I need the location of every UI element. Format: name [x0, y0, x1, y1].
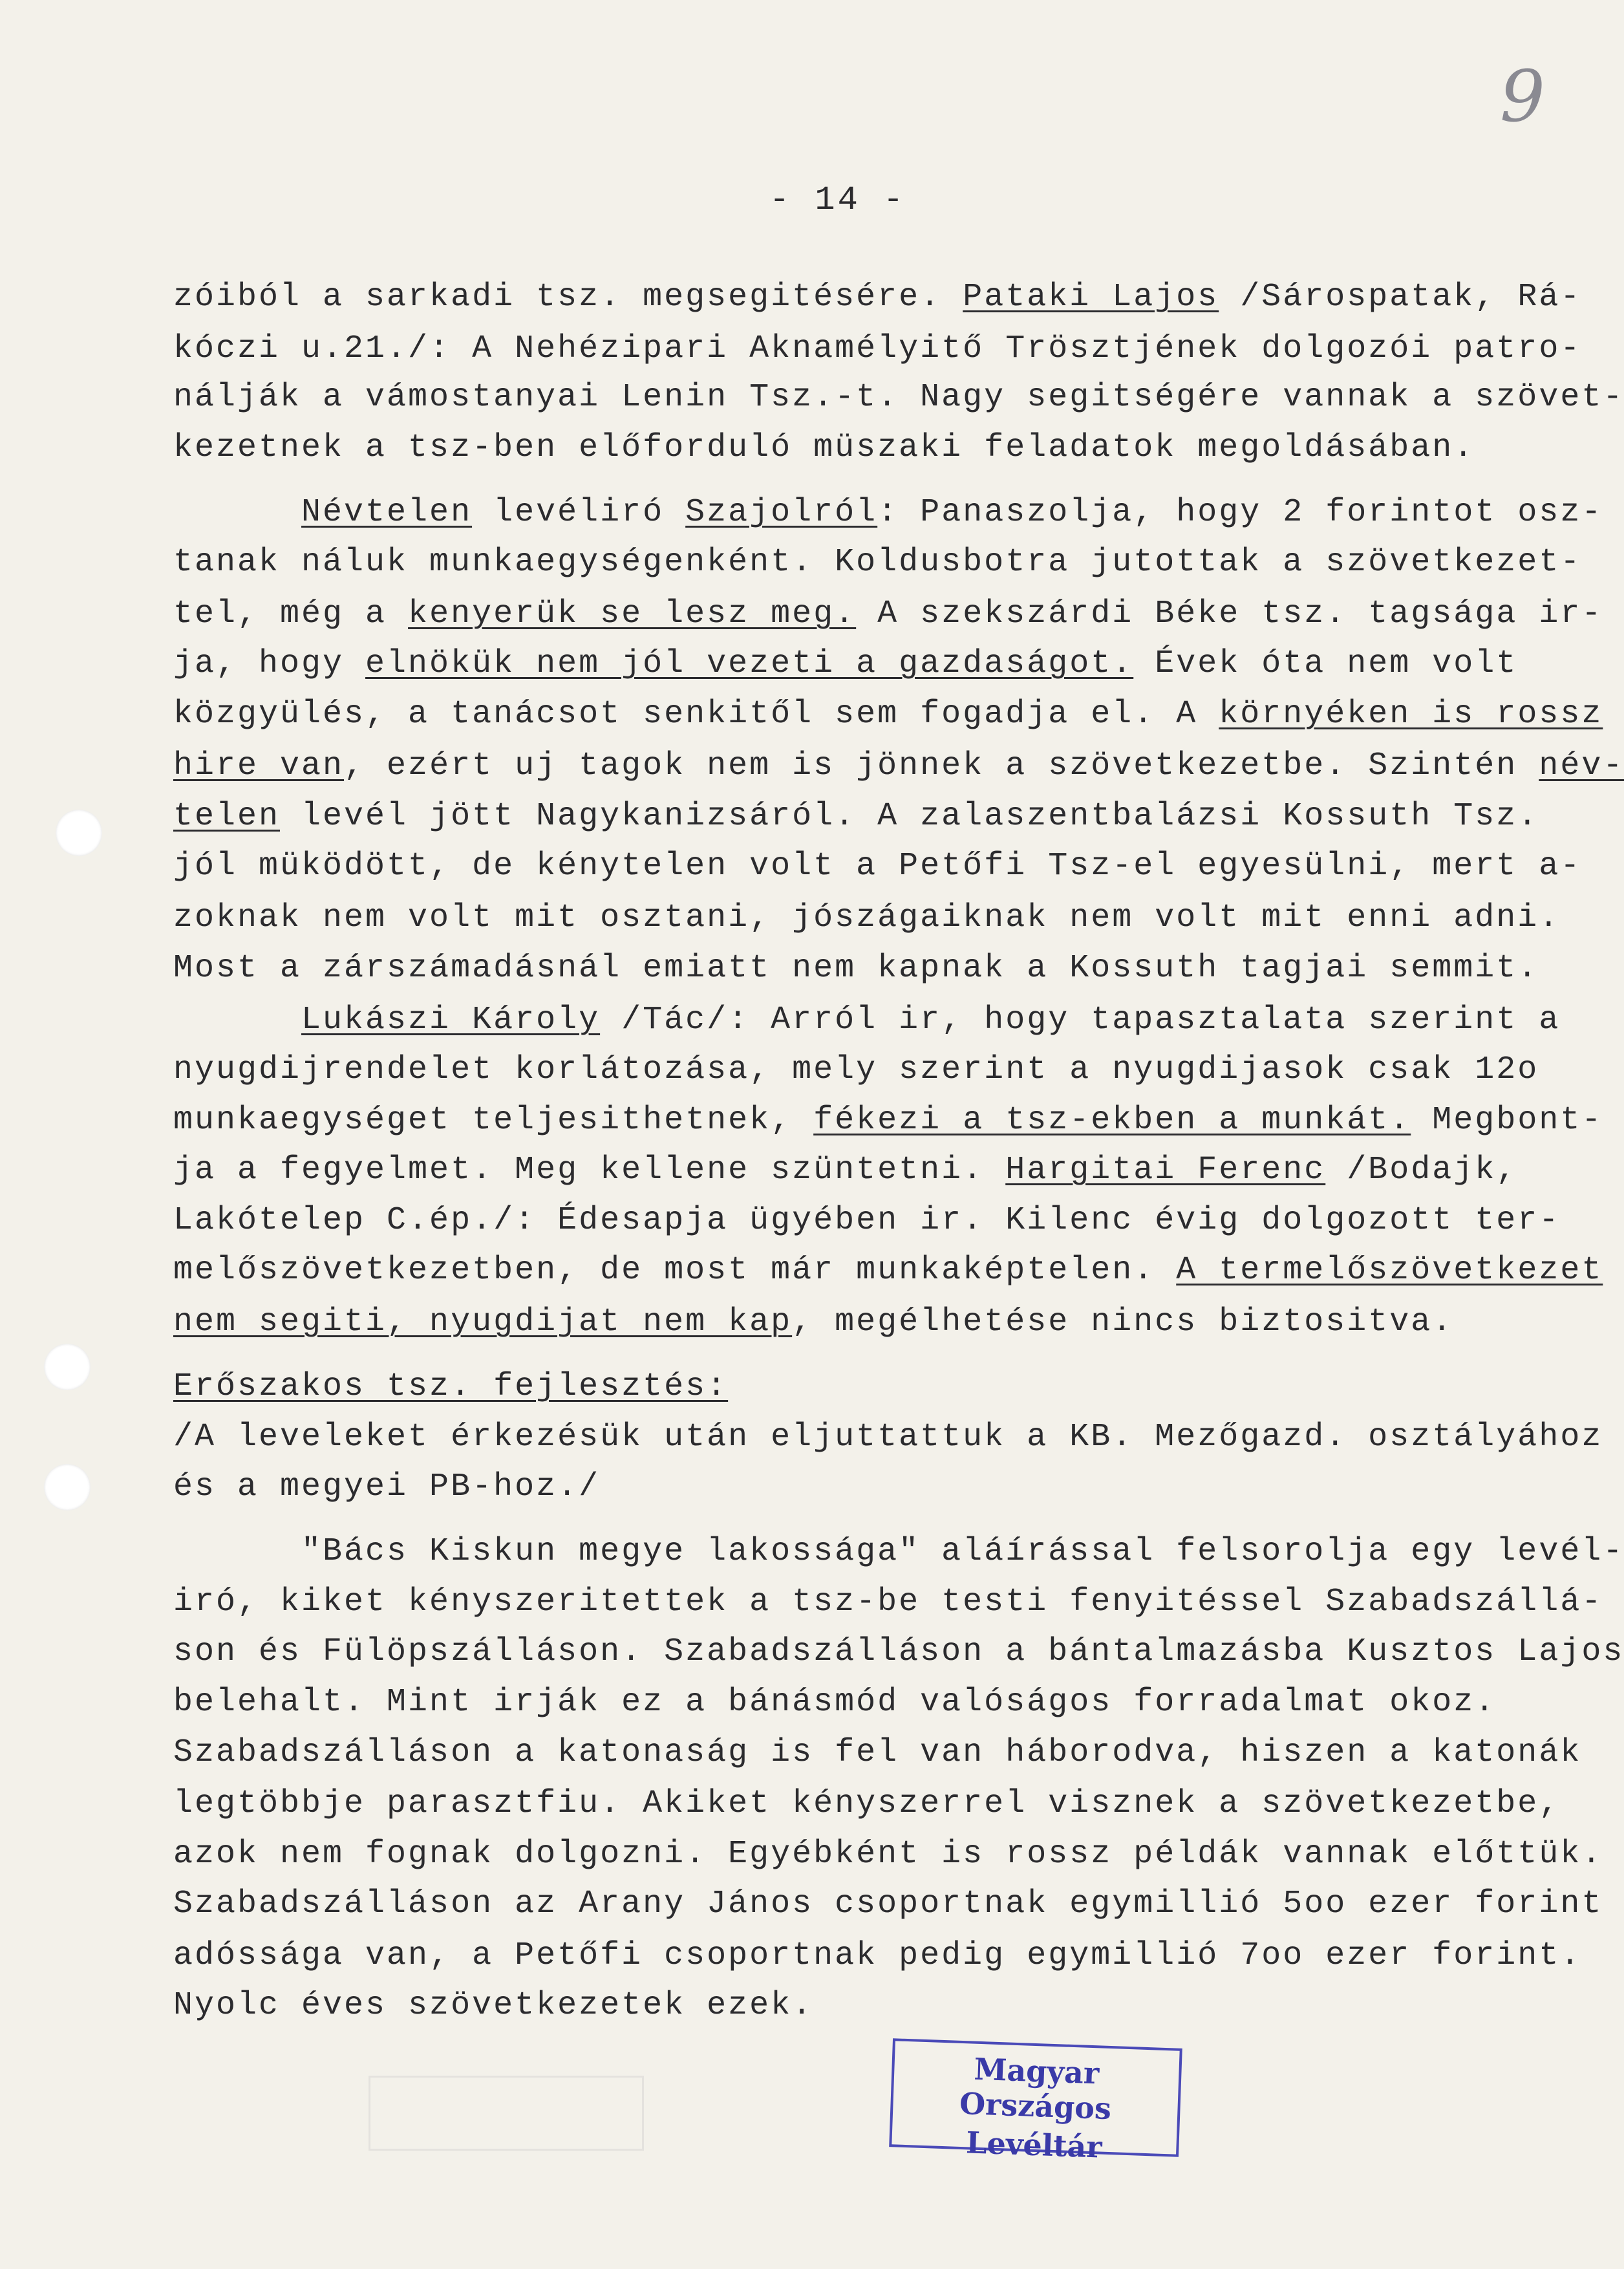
underlined-text: Erőszakos tsz. fejlesztés:: [173, 1368, 729, 1405]
text-run: tanak náluk munkaegységenként. Koldusbotra jutottak a szövetkezet-: [173, 544, 1582, 581]
text-run: zoknak nem volt mit osztani, jószágaiknak nem volt mit enni adni.: [173, 899, 1561, 936]
text-run: : Panaszolja, hogy 2 forintot osz-: [877, 494, 1603, 531]
text-line: [173, 1421, 1603, 1454]
text-run: és a megyei PB-hoz./: [173, 1468, 601, 1505]
punch-hole: [56, 810, 102, 856]
text-run: ja a fegyelmet. Meg kellene szüntetni.: [173, 1152, 1006, 1188]
underlined-text: hire van: [173, 747, 345, 784]
text-line: [173, 429, 1475, 466]
text-run: son és Fülöpszálláson. Szabadszálláson a bántalmazásba Kusztos Lajos: [173, 1633, 1624, 1670]
text-run: Szabadszálláson az Arany János csoportnak egymillió 5oo ezer forint: [173, 1886, 1603, 1922]
text-line: [173, 1888, 1603, 1920]
faded-stamp-imprint: [369, 2076, 644, 2151]
text-run: legtöbbje parasztfiu. Akiket kényszerrel visznek a szövetkezetbe,: [173, 1785, 1561, 1822]
text-run: melőszövetkezetben, de most már munkaképtelen.: [173, 1252, 1177, 1289]
text-line: [173, 1586, 1603, 1618]
text-run: ja, hogy: [173, 645, 366, 682]
text-line: [173, 1104, 1603, 1137]
text-line: [173, 899, 1561, 936]
underlined-text: telen: [173, 798, 281, 835]
text-line: [173, 645, 1518, 682]
underlined-text: Névtelen: [301, 494, 473, 531]
text-run: [173, 494, 301, 531]
page-number: - 14 -: [769, 181, 906, 219]
text-line: [173, 1838, 1603, 1871]
text-line: [173, 494, 1603, 531]
text-run: [173, 1002, 301, 1038]
text-run: Most a zárszámadásnál emiatt nem kapnak a Kossuth tagjai semmit.: [173, 950, 1539, 987]
text-line: [173, 698, 1603, 731]
text-line: [173, 747, 1624, 784]
text-run: A szekszárdi Béke tsz. tagsága ir-: [856, 596, 1603, 632]
handwritten-page-note: 9: [1500, 55, 1545, 138]
punch-hole: [44, 1464, 91, 1511]
text-line: [173, 1202, 1561, 1239]
text-run: kezetnek a tsz-ben előforduló müszaki feladatok megoldásában.: [173, 429, 1475, 466]
text-line: [173, 1987, 814, 2024]
text-line: [173, 379, 1624, 416]
text-line: [173, 546, 1581, 579]
text-line: [173, 1734, 1582, 1771]
text-run: munkaegységet teljesithetnek,: [173, 1102, 814, 1139]
underlined-text: név-: [1539, 747, 1624, 784]
text-run: Lakótelep C.ép./: Édesapja ügyében ir. Kilenc évig dolgozott ter-: [173, 1202, 1561, 1239]
text-run: tel, még a: [173, 596, 409, 632]
underlined-text: kenyerük se lesz meg.: [408, 596, 857, 632]
text-line: [173, 1785, 1561, 1822]
text-run: adóssága van, a Petőfi csoportnak pedig egymillió 7oo ezer forint.: [173, 1937, 1582, 1974]
text-run: zóiból a sarkadi tsz. megsegitésére.: [173, 279, 963, 316]
text-run: belehalt. Mint irják ez a bánásmód valóságos forradalmat okoz.: [173, 1684, 1497, 1721]
text-line: [173, 952, 1539, 985]
text-line: [173, 850, 1581, 883]
text-line: [173, 1004, 1560, 1037]
text-line: [173, 1051, 1539, 1088]
underlined-text: Pataki Lajos: [963, 279, 1219, 316]
text-run: /A leveleket érkezésük után eljuttattuk a KB. Mezőgazd. osztályához: [173, 1419, 1603, 1456]
text-run: levél jött Nagykanizsáról. A zalaszentbalázsi Kossuth Tsz.: [280, 798, 1539, 835]
text-line: [173, 1686, 1496, 1719]
text-run: közgyülés, a tanácsot senkitől sem fogadja el. A: [173, 696, 1219, 733]
text-line: [173, 1368, 729, 1405]
text-line: [173, 1633, 1624, 1670]
text-run: nálják a vámostanyai Lenin Tsz.-t. Nagy segitségére vannak a szövet-: [173, 379, 1624, 416]
stamp-line-1: Magyar Országos: [959, 2051, 1112, 2127]
text-run: "Bács Kiskun megye lakossága" aláírással felsorolja egy levél-: [173, 1533, 1624, 1570]
text-run: Évek óta nem volt: [1133, 645, 1518, 682]
stamp-line-2: Levéltár: [965, 2125, 1103, 2165]
text-run: azok nem fognak dolgozni. Egyébként is rossz példák vannak előttük.: [173, 1836, 1603, 1873]
text-line: [173, 330, 1582, 367]
text-line: [173, 598, 1603, 630]
archive-stamp: [889, 2038, 1182, 2165]
underlined-text: nem segiti, nyugdijat nem kap: [173, 1304, 793, 1340]
text-run: , ezért uj tagok nem is jönnek a szövetkezetbe. Szintén: [344, 747, 1539, 784]
text-run: jól müködött, de kénytelen volt a Petőfi Tsz-el egyesülni, mert a-: [173, 848, 1582, 885]
underlined-text: környéken is rossz: [1219, 696, 1603, 733]
text-line: [173, 798, 1539, 835]
text-run: /Tác/: Arról ir, hogy tapasztalata szerint a: [600, 1002, 1561, 1038]
underlined-text: elnökük nem jól vezeti a gazdaságot.: [365, 645, 1134, 682]
underlined-text: Hargitai Ferenc: [1005, 1152, 1326, 1188]
punch-hole: [44, 1344, 91, 1390]
text-line: [173, 1468, 601, 1505]
text-run: iró, kiket kényszeritettek a tsz-be testi fenyitéssel Szabadszállá-: [173, 1584, 1603, 1620]
text-line: [173, 1937, 1582, 1974]
underlined-text: Szajolról: [685, 494, 878, 531]
text-run: Szabadszálláson a katonaság is fel van háborodva, hiszen a katonák: [173, 1734, 1582, 1771]
text-line: [173, 1154, 1517, 1187]
underlined-text: fékezi a tsz-ekben a munkát.: [813, 1102, 1411, 1139]
text-run: /Sárospatak, Rá-: [1219, 279, 1582, 316]
underlined-text: A termelőszövetkezet: [1176, 1252, 1603, 1289]
text-line: [173, 1533, 1624, 1570]
text-run: /Bodajk,: [1325, 1152, 1518, 1188]
text-run: Nyolc éves szövetkezetek ezek.: [173, 1987, 814, 2024]
text-run: nyugdijrendelet korlátozása, mely szerint a nyugdijasok csak 12o: [173, 1051, 1539, 1088]
text-line: [173, 1254, 1603, 1287]
text-line: [173, 1306, 1453, 1339]
text-run: Megbont-: [1411, 1102, 1603, 1139]
text-run: , megélhetése nincs biztositva.: [792, 1304, 1454, 1340]
text-run: kóczi u.21./: A Nehézipari Aknamélyitő Trösztjének dolgozói patro-: [173, 330, 1582, 367]
text-line: [173, 281, 1581, 314]
text-run: levéliró: [472, 494, 686, 531]
underlined-text: Lukászi Károly: [301, 1002, 601, 1038]
